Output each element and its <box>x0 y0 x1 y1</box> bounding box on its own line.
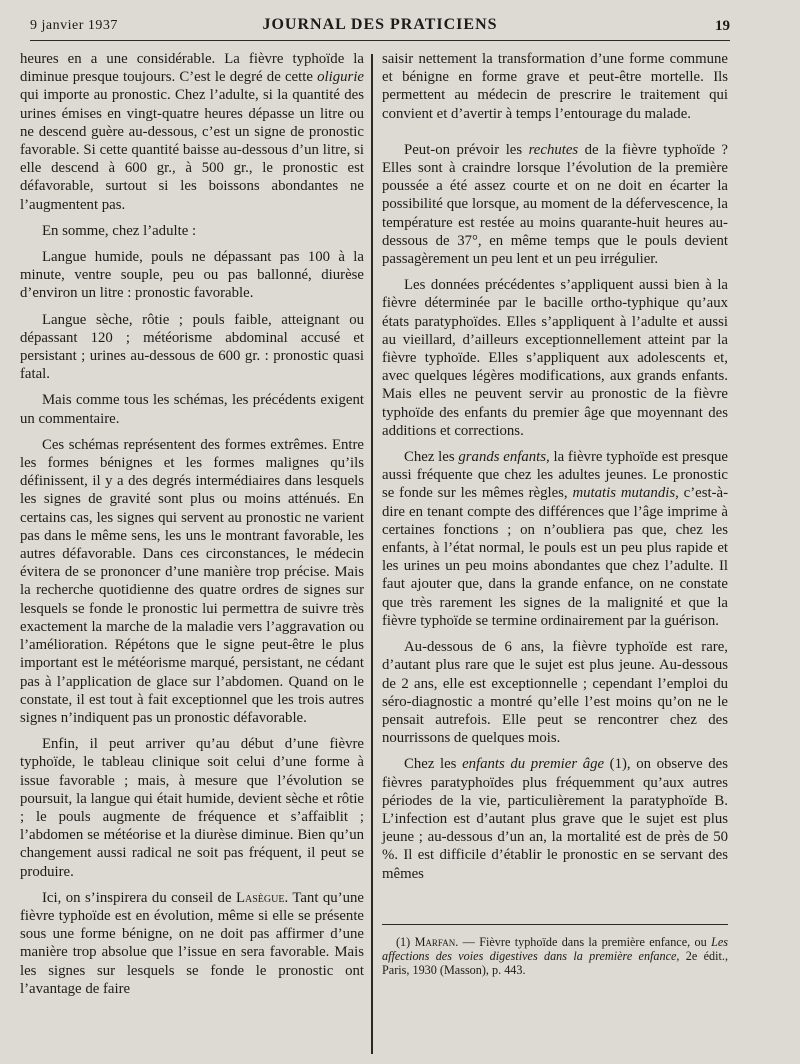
text-run: . — Fièvre typhoïde dans la première enfance, ou <box>455 935 712 949</box>
footnote-number: (1) <box>396 935 415 949</box>
paragraph: saisir nettement la transformation d’une forme commune et bénigne en forme grave et peut-être mortelle. Ils permettent au médecin de prescrire le traitement qui convient et d’avertir à temps l’entourage du malade. <box>382 51 728 122</box>
text-run: (1), on observe des fièvres paratyphoïdes plus fréquemment qu’aux autres périodes de la vie, particulièrement la paratyphoïde B. L’infection est d’autant plus grave que le sujet est plus jeune ; au-dessous d’un an, la mortalité est de près de 50 %. Il est difficile d’établir le pronostic en se servant des mêmes <box>382 756 728 882</box>
text-run: la fièvre typhoïde est presque aussi fréquente que chez les adultes jeunes. Le pronostic se fonde sur les mêmes règles, <box>382 449 728 502</box>
journal-title: JOURNAL DES PRATICIENS <box>262 16 498 33</box>
emphasis: rechutes <box>528 141 579 158</box>
paragraph: Langue sèche, rôtie ; pouls faible, atteignant ou dépassant 120 ; météorisme abdominal accusé et persistant ; urines au-dessous de 600 gr. : pronostic quasi fatal. <box>20 311 364 383</box>
emphasis: mutatis mutandis, <box>572 485 679 502</box>
text-run: de la fièvre typhoïde ? Elles sont à craindre lorsque l’évolution de la première poussée a été assez courte et on ne doit en écarter la possibilité que lorsque, au moment de la défervescence, la température est restée au moins quarante-huit heures au-dessous de 37°, en même temps que le pouls devient passagèrement un peu lent et un peu irrégulier. <box>382 141 728 268</box>
text-run: Chez les <box>404 756 463 773</box>
paragraph <box>382 448 728 630</box>
footnote-author: Marfan <box>414 935 456 949</box>
page-header <box>30 14 730 41</box>
footnote-text <box>382 935 728 978</box>
paragraph: Au-dessous de 6 ans, la fièvre typhoïde est rare, d’autant plus rare que le sujet est plus jeune. Au-dessous de 2 ans, elle est exceptionnelle ; cependant l’emploi du séro-diagnostic a montré qu’elle l’est moins qu’on ne le pensait autrefois. Elle peut se rencontrer chez des nourrissons de quelques mois. <box>382 639 728 747</box>
paragraph <box>20 889 364 998</box>
issue-date: 9 janvier 1937 <box>30 18 118 33</box>
paragraph <box>382 141 728 268</box>
text-run: c’est-à-dire en tenant compte des différences que l’âge imprime à certaines fonctions ; on n’oubliera pas que, chez les enfants, à l’état normal, le pouls est un peu plus rapide et les urines un peu moins abondantes que chez l’adulte. Il faut ajouter que, dans la grande enfance, on ne constate que très rarement les signes de la malignité et que la fièvre typhoïde se termine ordinairement par la guérison. <box>382 485 728 629</box>
emphasis: oligurie <box>317 69 364 86</box>
page-number: 19 <box>715 18 730 34</box>
text-run: . Tant qu’une fièvre typhoïde est en évolution, même si elle se présente sous une forme bénigne, on ne doit pas affirmer d’une manière trop absolue que l’issue en sera favorable. Mais les signes sur lesquels se fonde le pronostic ont l’avantage de faire <box>20 889 364 997</box>
text-run: qui importe au pronostic. Chez l’adulte, si la quantité des urines émises en vingt-quatre heures dépasse un litre ou ne descend guère au-dessous, c’est un signe de pronostic favorable. Si cette quantité baisse au-dessous d’un litre, si elle descend à 600 gr., à 500 gr., le pronostic est défavorable, surtout si les boissons abondantes ne l’augmentent pas. <box>20 87 364 213</box>
paragraph: Langue humide, pouls ne dépassant pas 100 à la minute, ventre souple, peu ou pas ballonné, diurèse d’environ un litre : pronostic favorable. <box>20 249 364 302</box>
author-name: Lasègue <box>235 889 285 906</box>
emphasis: grands enfants, <box>458 449 550 466</box>
paragraph <box>382 755 728 882</box>
footnote-rule <box>382 924 728 925</box>
text-run: heures en a une considérable. La fièvre typhoïde la diminue presque toujours. C’est le degré de cette <box>20 51 364 86</box>
paragraph: Les données précédentes s’appliquent aussi bien à la fièvre déterminée par le bacille ortho-typhique qu’aux états paratyphoïdes. Elles s’appliquent à l’adulte et aussi au vieillard, d’ailleurs exceptionnellement atteint par la fièvre typhoïde. Elles s’appliquent aux adolescents et, avec quelques légères modifications, aux grands enfants. Mais elles ne peuvent servir au pronostic de la fièvre typhoïde des enfants du premier âge que moyennant des additions et corrections. <box>382 277 728 439</box>
paragraph: En somme, chez l’adulte : <box>42 222 197 239</box>
text-run: 2e édit., Paris, 1930 (Masson), p. 443. <box>382 949 728 978</box>
emphasis: enfants du premier âge <box>462 756 605 773</box>
paragraph: Mais comme tous les schémas, les précédents exigent un commentaire. <box>20 392 364 427</box>
paragraph: Ces schémas représentent des formes extrêmes. Entre les formes bénignes et les formes malignes qu’ils définissent, il y a des degrés intermédiaires dans lesquels les signes de gravité sont plus ou moins atténués. En certains cas, les signes qui servent au pronostic ne varient pas dans le même sens, les uns le montrant favorable, les autres défavorable. Dans ces circonstances, le médecin évitera de se prononcer d’une manière trop précise. Mais la recherche quotidienne des quatre ordres de signes sur lesquels se fonde le pronostic lui permettra de suivre très exactement la marche de la maladie vers l’aggravation ou l’amélioration. Répétons que le signe peut-être le plus important est le météorisme marqué, persistant, ne cédant pas à l’application de glace sur l’abdomen. Quand on le constate, il est tout à fait exceptionnel que les trois autres signes n’indiquent pas un pronostic défavorable. <box>20 436 364 726</box>
footnote <box>382 935 728 978</box>
text-run: Peut-on prévoir les <box>404 141 529 158</box>
text-run: Chez les <box>404 449 459 466</box>
left-column <box>20 50 364 998</box>
paragraph <box>20 50 364 214</box>
footnote-book-title: Les affections des voies digestives dans la première enfance, <box>382 935 729 964</box>
text-run: Ici, on s’inspirera du conseil de <box>42 889 236 906</box>
column-divider <box>371 54 373 1054</box>
right-column <box>382 50 728 883</box>
paragraph: Enfin, il peut arriver qu’au début d’une fièvre typhoïde, le tableau clinique soit celui d’une forme à issue favorable ; mais, à mesure que l’évolution se poursuit, la langue qui était humide, devient sèche et rôtie ; le pouls augmente de fréquence et s’affaiblit ; l’abdomen se météorise et la diurèse diminue. Bien qu’un changement aussi radical ne soit pas fréquent, il peut se produire. <box>20 736 364 880</box>
